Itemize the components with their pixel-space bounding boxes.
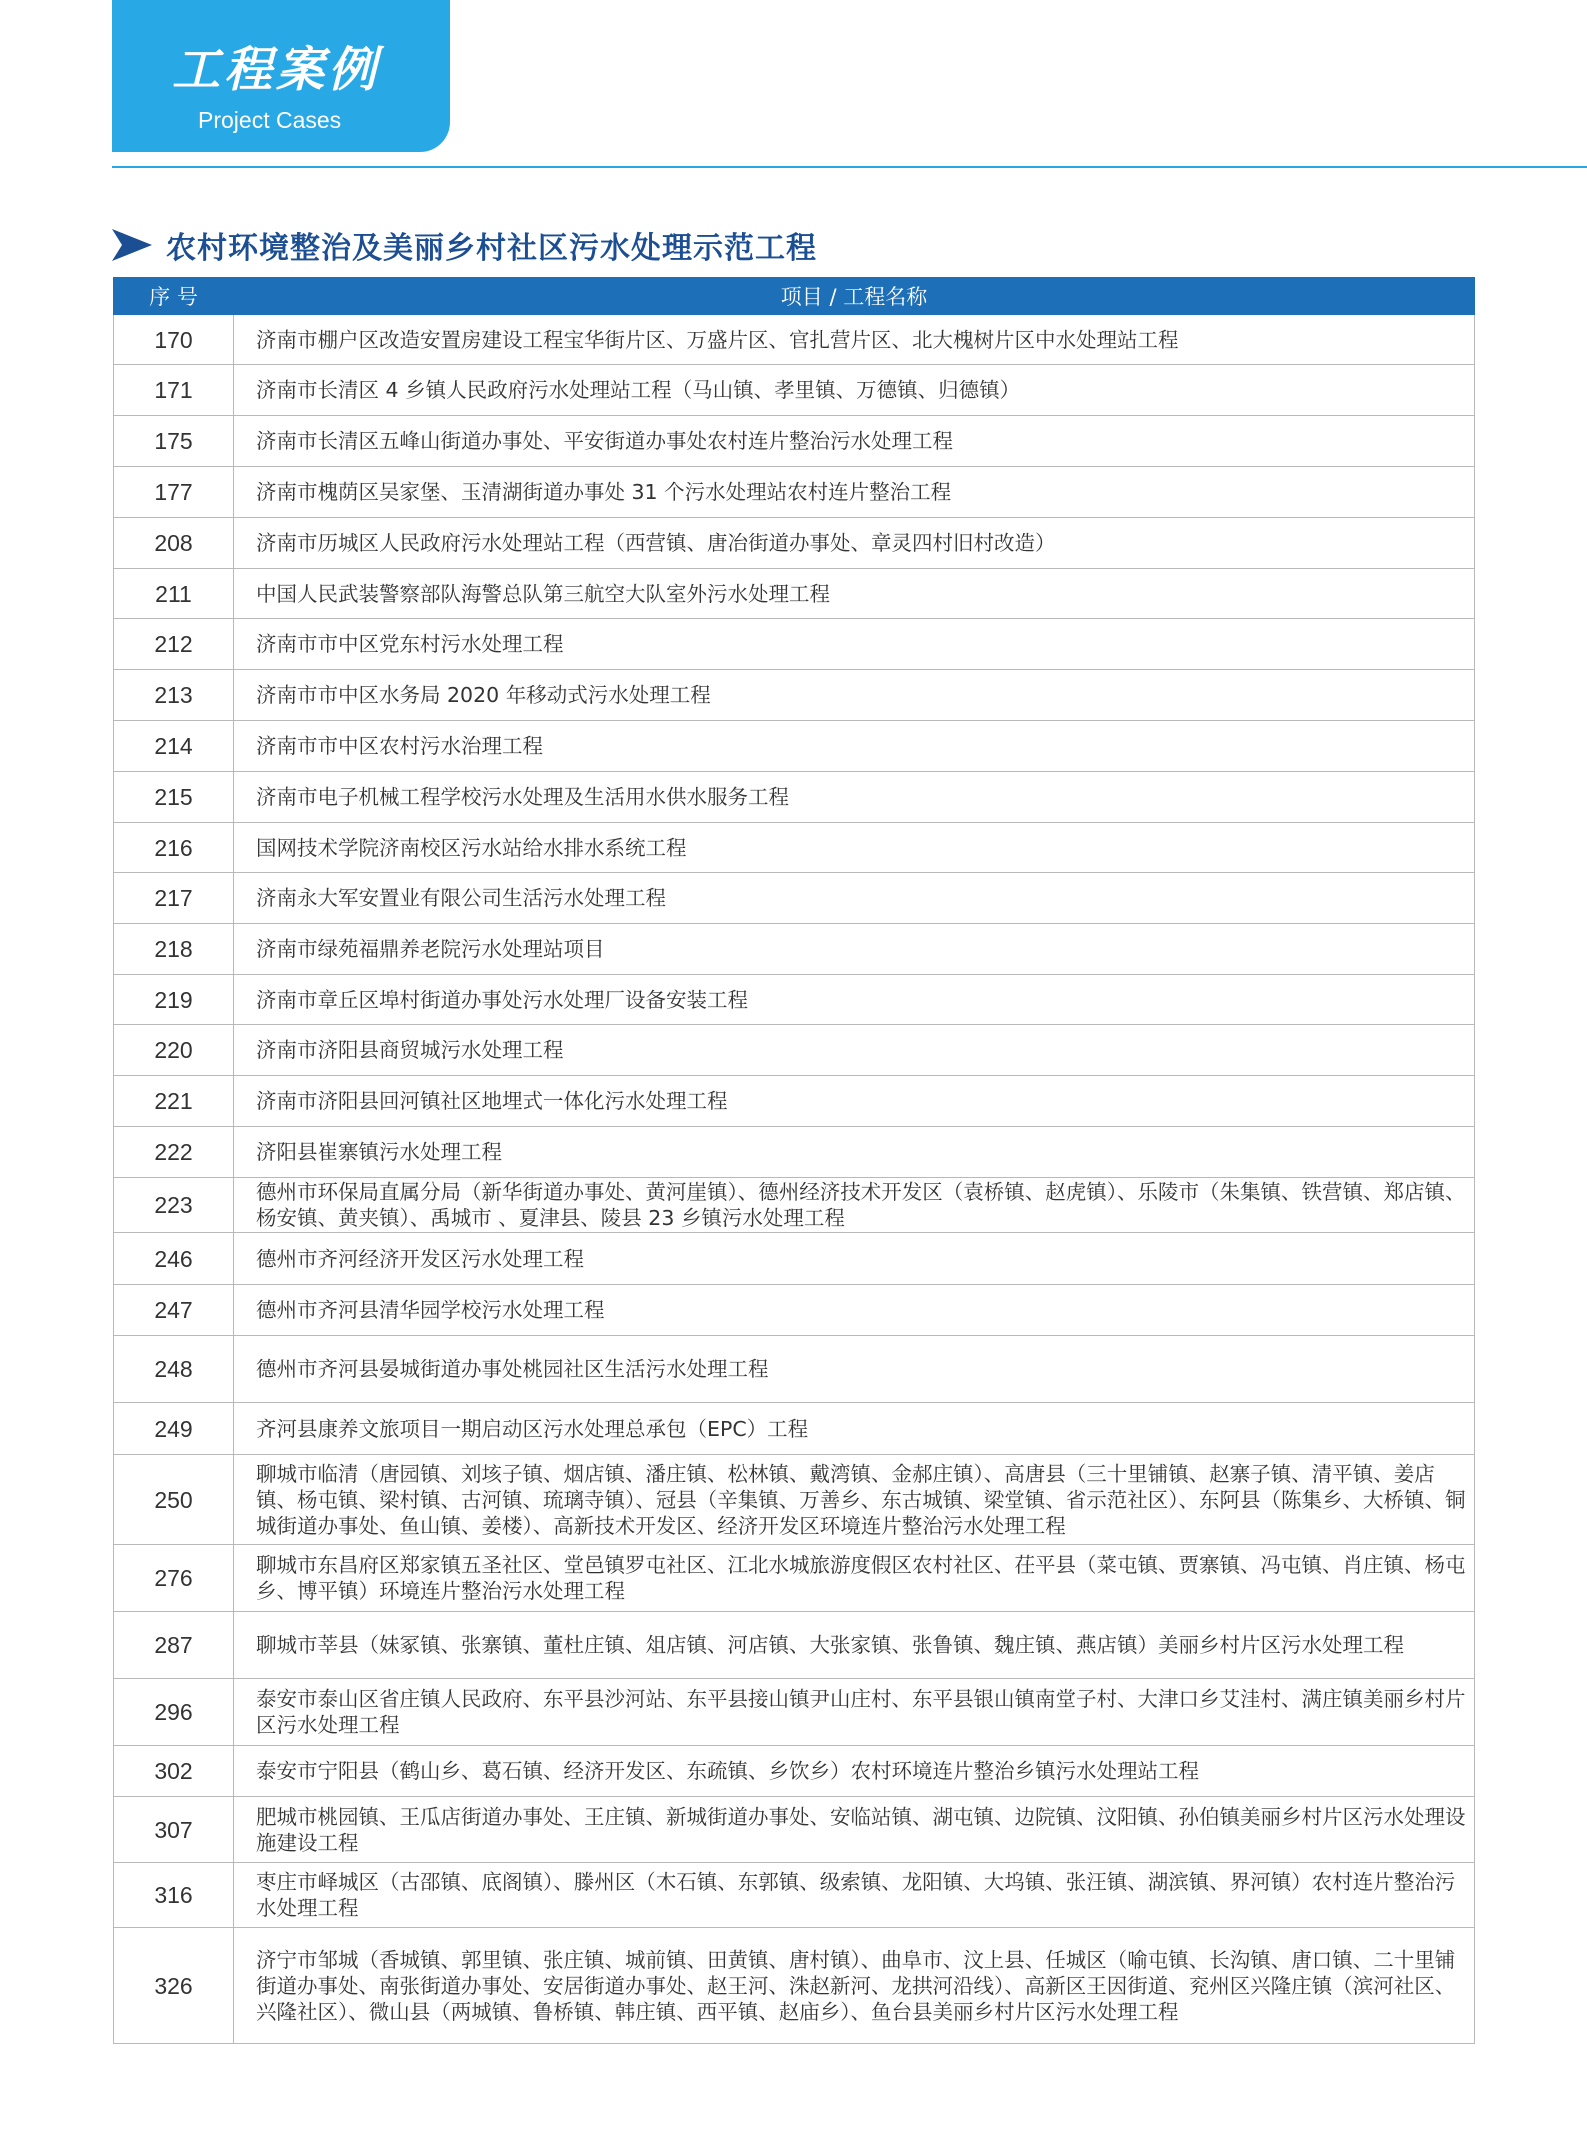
row-number: 170 <box>114 315 234 365</box>
project-name: 济南市市中区农村污水治理工程 <box>234 721 1475 772</box>
section-title: 农村环境整治及美丽乡村社区污水处理示范工程 <box>166 231 817 266</box>
table-row <box>114 416 1475 467</box>
row-number: 302 <box>114 1746 234 1797</box>
header-title: 工程案例 <box>172 42 381 98</box>
project-name: 济南市市中区水务局 2020 年移动式污水处理工程 <box>234 670 1475 721</box>
row-number: 218 <box>114 924 234 975</box>
row-number: 287 <box>114 1612 234 1679</box>
project-name: 国网技术学院济南校区污水站给水排水系统工程 <box>234 823 1475 873</box>
column-header-number: 序 号 <box>114 278 234 315</box>
table-row <box>114 1612 1475 1679</box>
table-row <box>114 467 1475 518</box>
project-name: 枣庄市峄城区（古邵镇、底阁镇）、滕州区（木石镇、东郭镇、级索镇、龙阳镇、大坞镇、张汪镇、湖滨镇、界河镇）农村连片整治污水处理工程 <box>234 1863 1475 1928</box>
row-number: 296 <box>114 1679 234 1746</box>
project-name: 德州市齐河县晏城街道办事处桃园社区生活污水处理工程 <box>234 1336 1475 1403</box>
project-name: 齐河县康养文旅项目一期启动区污水处理总承包（EPC）工程 <box>234 1403 1475 1455</box>
project-name: 聊城市莘县（妹冢镇、张寨镇、董杜庄镇、俎店镇、河店镇、大张家镇、张鲁镇、魏庄镇、燕店镇）美丽乡村片区污水处理工程 <box>234 1612 1475 1679</box>
row-number: 208 <box>114 518 234 569</box>
table-row <box>114 518 1475 569</box>
row-number: 222 <box>114 1127 234 1178</box>
row-number: 217 <box>114 873 234 924</box>
project-name: 泰安市宁阳县（鹤山乡、葛石镇、经济开发区、东疏镇、乡饮乡）农村环境连片整治乡镇污水处理站工程 <box>234 1746 1475 1797</box>
project-name: 德州市环保局直属分局（新华街道办事处、黄河崖镇）、德州经济技术开发区（袁桥镇、赵虎镇）、乐陵市（朱集镇、铁营镇、郑店镇、杨安镇、黄夹镇）、禹城市 、夏津县、陵县 23 乡镇污水处理工程 <box>234 1178 1475 1233</box>
table-row <box>114 1455 1475 1545</box>
table-row <box>114 873 1475 924</box>
table-row <box>114 1863 1475 1928</box>
table-row <box>114 315 1475 365</box>
table-row <box>114 1025 1475 1076</box>
row-number: 177 <box>114 467 234 518</box>
row-number: 215 <box>114 772 234 823</box>
project-name: 济阳县崔寨镇污水处理工程 <box>234 1127 1475 1178</box>
table-row <box>114 721 1475 772</box>
table-row <box>114 1797 1475 1863</box>
row-number: 248 <box>114 1336 234 1403</box>
table-row <box>114 1928 1475 2044</box>
row-number: 213 <box>114 670 234 721</box>
row-number: 211 <box>114 569 234 619</box>
section-heading <box>112 222 817 268</box>
table-row <box>114 975 1475 1025</box>
project-name: 济南市绿苑福鼎养老院污水处理站项目 <box>234 924 1475 975</box>
row-number: 247 <box>114 1285 234 1336</box>
table-row <box>114 823 1475 873</box>
row-number: 250 <box>114 1455 234 1545</box>
row-number: 326 <box>114 1928 234 2044</box>
table-row <box>114 1336 1475 1403</box>
row-number: 246 <box>114 1233 234 1285</box>
table-row <box>114 1127 1475 1178</box>
table-header-row <box>114 278 1475 315</box>
row-number: 212 <box>114 619 234 670</box>
project-name: 济南市章丘区埠村街道办事处污水处理厂设备安装工程 <box>234 975 1475 1025</box>
header-divider <box>112 166 1587 168</box>
project-name: 德州市齐河经济开发区污水处理工程 <box>234 1233 1475 1285</box>
table-row <box>114 619 1475 670</box>
row-number: 221 <box>114 1076 234 1127</box>
project-name: 济南市棚户区改造安置房建设工程宝华街片区、万盛片区、官扎营片区、北大槐树片区中水处理站工程 <box>234 315 1475 365</box>
table-row <box>114 1076 1475 1127</box>
project-name: 聊城市临清（唐园镇、刘垓子镇、烟店镇、潘庄镇、松林镇、戴湾镇、金郝庄镇）、高唐县（三十里铺镇、赵寨子镇、清平镇、姜店镇、杨屯镇、梁村镇、古河镇、琉璃寺镇）、冠县（辛集镇、万善乡、东古城镇、梁堂镇、省示范社区）、东阿县（陈集乡、大桥镇、铜城街道办事处、鱼山镇、姜楼）、高新技术开发区、经济开发区环境连片整治污水处理工程 <box>234 1455 1475 1545</box>
project-table <box>113 277 1475 2044</box>
project-name: 济宁市邹城（香城镇、郭里镇、张庄镇、城前镇、田黄镇、唐村镇）、曲阜市、汶上县、任城区（喻屯镇、长沟镇、唐口镇、二十里铺街道办事处、南张街道办事处、安居街道办事处、赵王河、洙赵新河、龙拱河沿线）、高新区王因街道、兖州区兴隆庄镇（滨河社区、兴隆社区）、微山县（两城镇、鲁桥镇、韩庄镇、西平镇、赵庙乡）、鱼台县美丽乡村片区污水处理工程 <box>234 1928 1475 2044</box>
table-row <box>114 1545 1475 1612</box>
header-subtitle: Project Cases <box>198 107 342 133</box>
project-name: 聊城市东昌府区郑家镇五圣社区、堂邑镇罗屯社区、江北水城旅游度假区农村社区、茌平县（菜屯镇、贾寨镇、冯屯镇、肖庄镇、杨屯乡、博平镇）环境连片整治污水处理工程 <box>234 1545 1475 1612</box>
header-tab <box>112 0 450 152</box>
arrow-icon <box>112 229 152 261</box>
table-row <box>114 1233 1475 1285</box>
table-row <box>114 569 1475 619</box>
table-row <box>114 1178 1475 1233</box>
project-name: 济南市市中区党东村污水处理工程 <box>234 619 1475 670</box>
table-row <box>114 772 1475 823</box>
project-name: 肥城市桃园镇、王瓜店街道办事处、王庄镇、新城街道办事处、安临站镇、湖屯镇、边院镇、汶阳镇、孙伯镇美丽乡村片区污水处理设施建设工程 <box>234 1797 1475 1863</box>
row-number: 307 <box>114 1797 234 1863</box>
row-number: 171 <box>114 365 234 416</box>
table-body <box>114 315 1475 2044</box>
project-name: 济南市槐荫区吴家堡、玉清湖街道办事处 31 个污水处理站农村连片整治工程 <box>234 467 1475 518</box>
column-header-name: 项目 / 工程名称 <box>234 278 1475 315</box>
project-name: 德州市齐河县清华园学校污水处理工程 <box>234 1285 1475 1336</box>
table-row <box>114 1403 1475 1455</box>
row-number: 219 <box>114 975 234 1025</box>
project-name: 泰安市泰山区省庄镇人民政府、东平县沙河站、东平县接山镇尹山庄村、东平县银山镇南堂子村、大津口乡艾洼村、满庄镇美丽乡村片区污水处理工程 <box>234 1679 1475 1746</box>
project-name: 济南市历城区人民政府污水处理站工程（西营镇、唐冶街道办事处、章灵四村旧村改造） <box>234 518 1475 569</box>
row-number: 175 <box>114 416 234 467</box>
table-row <box>114 1285 1475 1336</box>
project-name: 济南市济阳县商贸城污水处理工程 <box>234 1025 1475 1076</box>
project-name: 中国人民武装警察部队海警总队第三航空大队室外污水处理工程 <box>234 569 1475 619</box>
table-row <box>114 1746 1475 1797</box>
row-number: 223 <box>114 1178 234 1233</box>
table-row <box>114 924 1475 975</box>
row-number: 216 <box>114 823 234 873</box>
table-row <box>114 1679 1475 1746</box>
table-row <box>114 365 1475 416</box>
project-name: 济南市长清区五峰山街道办事处、平安街道办事处农村连片整治污水处理工程 <box>234 416 1475 467</box>
table-row <box>114 670 1475 721</box>
row-number: 220 <box>114 1025 234 1076</box>
row-number: 249 <box>114 1403 234 1455</box>
project-name: 济南永大军安置业有限公司生活污水处理工程 <box>234 873 1475 924</box>
project-name: 济南市长清区 4 乡镇人民政府污水处理站工程（马山镇、孝里镇、万德镇、归德镇） <box>234 365 1475 416</box>
row-number: 276 <box>114 1545 234 1612</box>
row-number: 316 <box>114 1863 234 1928</box>
row-number: 214 <box>114 721 234 772</box>
project-name: 济南市济阳县回河镇社区地埋式一体化污水处理工程 <box>234 1076 1475 1127</box>
project-name: 济南市电子机械工程学校污水处理及生活用水供水服务工程 <box>234 772 1475 823</box>
